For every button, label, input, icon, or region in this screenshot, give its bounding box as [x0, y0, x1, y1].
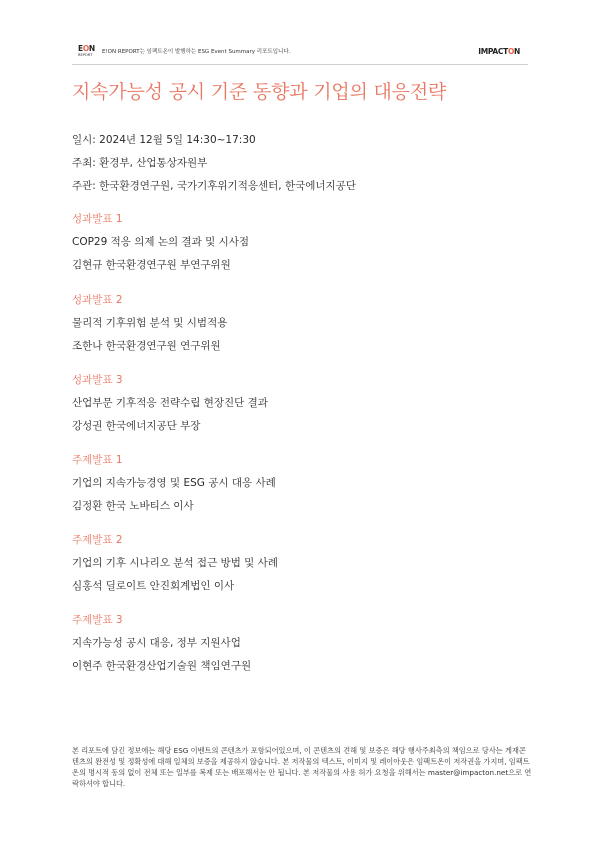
- eon-logo-e: E: [78, 44, 83, 53]
- session-speaker: 이현주 한국환경산업기술원 책임연구원: [72, 660, 252, 672]
- session-label: 주제발표 2: [72, 534, 123, 546]
- impacton-logo-main: IMPACT: [478, 47, 508, 56]
- session-topic: 기업의 지속가능경영 및 ESG 공시 대응 사례: [72, 477, 276, 489]
- eon-logo-wordmark: [78, 44, 95, 53]
- impacton-logo-o: O: [507, 47, 515, 56]
- session-speaker: 김현규 한국환경연구원 부연구위원: [72, 259, 231, 271]
- session-label: 성과발표 1: [72, 213, 123, 225]
- session-speaker: 심홍석 딜로이트 안진회계법인 이사: [72, 580, 235, 592]
- disclaimer-text: 본 리포트에 담긴 정보에는 해당 ESG 이벤트의 콘텐츠가 포함되어있으며, 이 콘텐츠의 견해 및 보증은 해당 행사주최측의 책임으로 당사는 게재콘텐츠의 완전성 및 정확성에 대해 일체의 보증을 제공하지 않습니다. 본 저작물의 텍스트, 이미지 및 레이아웃은 임팩트온이 저작권을 가지며, 임팩트온의 명시적 동의 없이 전체 또는 일부를 복제 또는 배포해서는 안 됩니다. 본 저작물의 사용 허가 요청을 위해서는 master@impacton.net으로 연락하셔야 합니다.: [72, 746, 532, 788]
- eon-report-logo: [78, 44, 100, 62]
- session-topic: 기업의 기후 시나리오 분석 접근 방법 및 사례: [72, 557, 278, 569]
- page-header: [78, 44, 522, 64]
- session-speaker: 조한나 한국환경연구원 연구위원: [72, 340, 221, 352]
- session-topic: 지속가능성 공시 대응, 정부 지원사업: [72, 637, 241, 649]
- session-topic: COP29 적응 의제 논의 결과 및 시사점: [72, 236, 250, 248]
- event-organizer: 주관: 한국환경연구원, 국가기후위기적응센터, 한국에너지공단: [72, 180, 356, 192]
- event-date: 일시: 2024년 12월 5일 14:30~17:30: [72, 134, 256, 146]
- session-label: 주제발표 1: [72, 454, 123, 466]
- header-description: E!ON REPORT는 임팩트온이 발행하는 ESG Event Summary 리포트입니다.: [102, 49, 291, 55]
- impacton-logo-n: N: [514, 47, 520, 56]
- eon-logo-subtitle: REPORT: [78, 53, 93, 57]
- event-host: 주최: 환경부, 산업통상자원부: [72, 157, 208, 169]
- impacton-logo: [478, 47, 520, 56]
- page-title: 지속가능성 공시 기준 동향과 기업의 대응전략: [72, 81, 447, 103]
- session-speaker: 강성권 한국에너지공단 부장: [72, 420, 201, 432]
- session-topic: 산업부문 기후적응 전략수립 현장진단 결과: [72, 397, 268, 409]
- header-divider: [72, 64, 528, 65]
- eon-logo-n: N: [88, 44, 95, 53]
- session-label: 성과발표 2: [72, 294, 123, 306]
- session-label: 성과발표 3: [72, 374, 123, 386]
- eon-logo-o: O: [82, 44, 89, 53]
- session-topic: 물리적 기후위험 분석 및 시범적용: [72, 317, 228, 329]
- session-speaker: 김정환 한국 노바티스 이사: [72, 500, 194, 512]
- session-label: 주제발표 3: [72, 614, 123, 626]
